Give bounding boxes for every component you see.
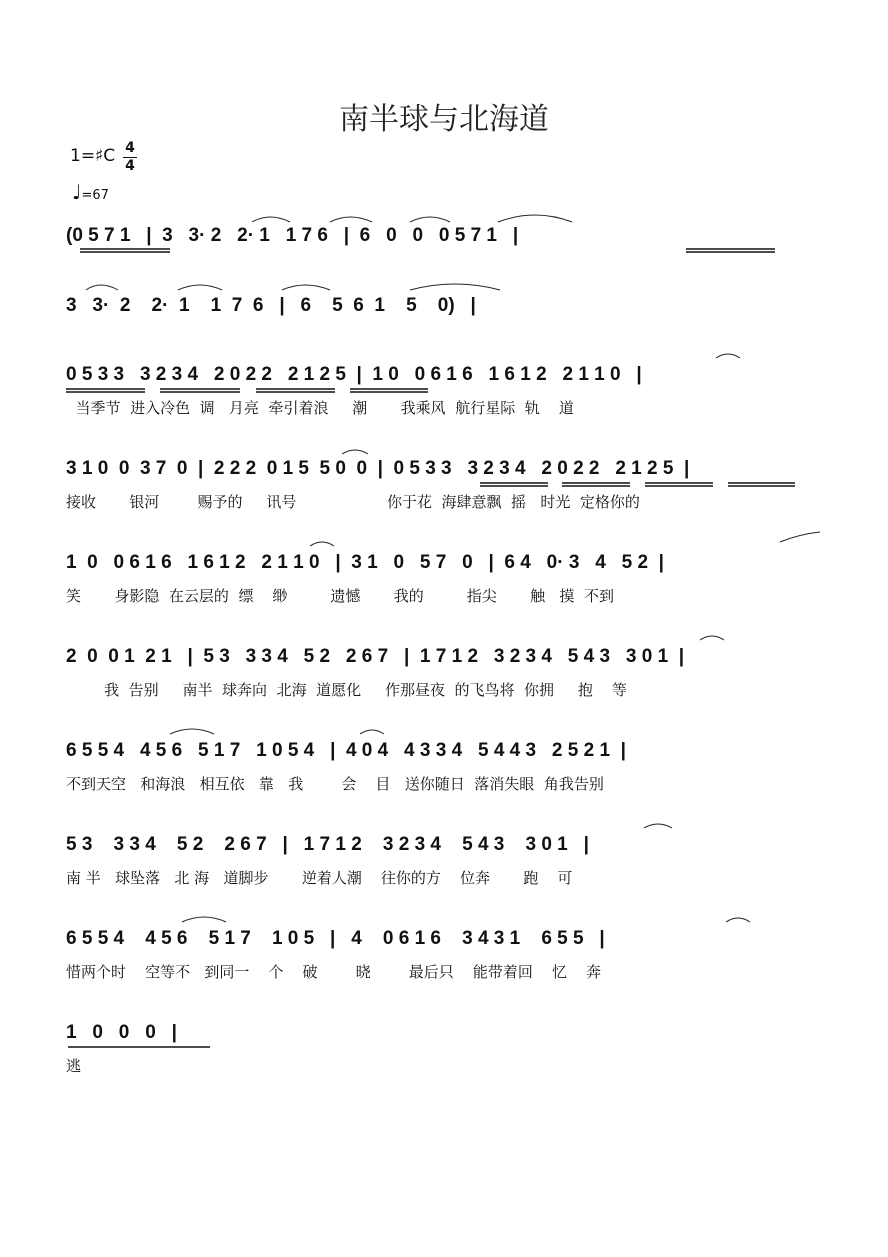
lyrics-line-5: 笑 身影隐 在云层的 缥 缈 遗憾 我的 指尖 触 摸 不到 xyxy=(66,587,614,605)
notation-line-9: 6 5 5 4 4 5 6 5 1 7 1 0 5 | 4 0 6 1 6 3 4 3 1 6 5 5 | xyxy=(66,928,605,949)
notation-line-8: 5 3 3 3 4 5 2 2 6 7 | 1 7 1 2 3 2 3 4 5 4 3 3 0 1 | xyxy=(66,834,589,855)
lyrics-line-8: 南 半 球坠落 北 海 道脚步 逆着人潮 往你的方 位奔 跑 可 xyxy=(66,869,573,887)
notation-line-7: 6 5 5 4 4 5 6 5 1 7 1 0 5 4 | 4 0 4 4 3 3 4 5 4 4 3 2 5 2 1 | xyxy=(66,740,626,761)
notation-line-3: 0 5 3 3 3 2 3 4 2 0 2 2 2 1 2 5 | 1 0 0 6 1 6 1 6 1 2 2 1 1 0 | xyxy=(66,364,642,385)
quarter-note-icon: ♩ xyxy=(72,180,82,204)
key-signature: 1=♯C xyxy=(70,146,116,166)
time-signature-bottom: 4 xyxy=(125,158,135,174)
lyrics-line-4: 接收 银河 赐予的 讯号 你于花 海肆意飘 摇 时光 定格你的 xyxy=(66,493,640,511)
notation-line-5: 1 0 0 6 1 6 1 6 1 2 2 1 1 0 | 3 1 0 5 7 0 | 6 4 0· 3 4 5 2 | xyxy=(66,552,664,573)
time-signature-top: 4 xyxy=(125,140,135,156)
lyrics-line-10: 逃 xyxy=(66,1057,82,1075)
notation-line-2: 3 3· 2 2· 1 1 7 6 | 6 5 6 1 5 0) | xyxy=(66,295,476,316)
lyrics-line-7: 不到天空 和海浪 相互依 靠 我 会 目 送你随日 落消失眼 角我告别 xyxy=(66,775,604,793)
notation-line-6: 2 0 0 1 2 1 | 5 3 3 3 4 5 2 2 6 7 | 1 7 1 2 3 2 3 4 5 4 3 3 0 1 | xyxy=(66,646,685,667)
lyrics-line-6: 我 告别 南半 球奔向 北海 道愿化 作那昼夜 的飞鸟将 你拥 抱 等 xyxy=(66,681,627,699)
lyrics-line-3: 当季节 进入冷色 调 月亮 牵引着浪 潮 我乘风 航行星际 轨 道 xyxy=(66,399,574,417)
lyrics-line-9: 惜两个时 空等不 到同一 个 破 晓 最后只 能带着回 忆 奔 xyxy=(66,963,602,981)
notation-line-1: (0 5 7 1 | 3 3· 2 2· 1 1 7 6 | 6 0 0 0 5 7 1 | xyxy=(66,225,519,246)
notation-line-4: 3 1 0 0 3 7 0 | 2 2 2 0 1 5 5 0 0 | 0 5 3 3 3 2 3 4 2 0 2 2 2 1 2 5 | xyxy=(66,458,690,479)
notation-line-10: 1 0 0 0 | xyxy=(66,1022,177,1043)
tempo-value: =67 xyxy=(81,188,109,203)
song-title: 南半球与北海道 xyxy=(339,102,549,137)
